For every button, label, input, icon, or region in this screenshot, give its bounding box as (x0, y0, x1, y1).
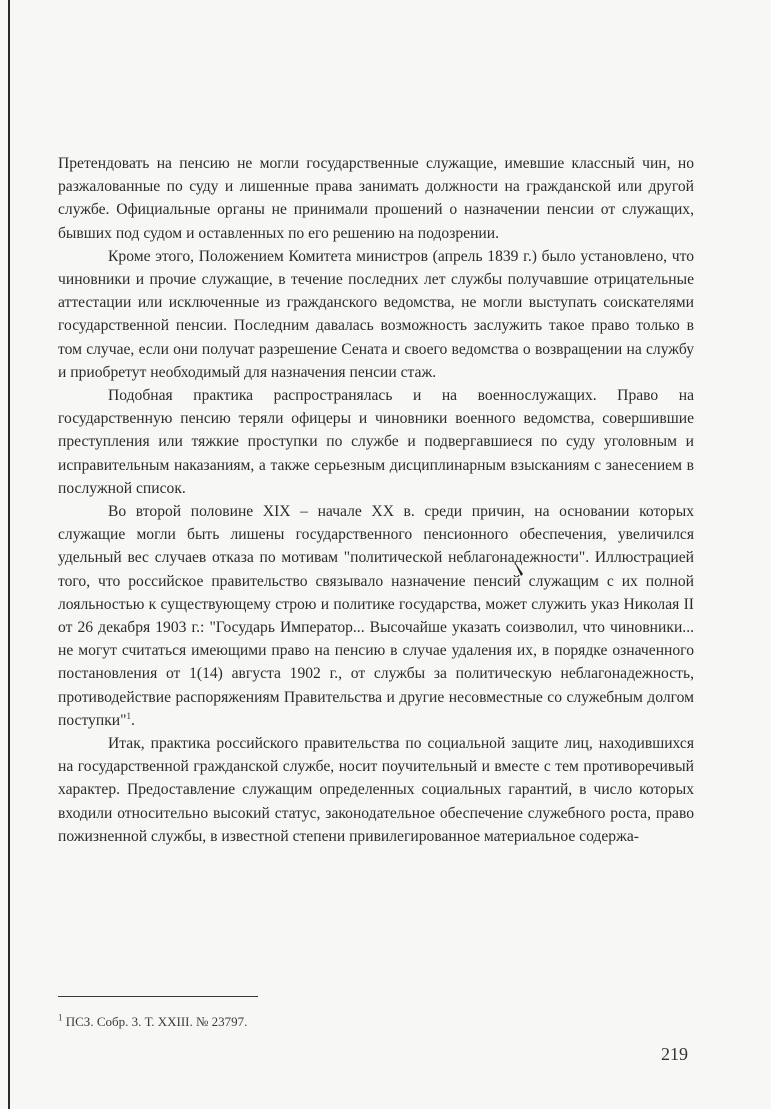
footnote-marker: 1 (58, 1012, 63, 1023)
body-text (58, 152, 694, 848)
paragraph-3: Подобная практика распространялась и на военнослужащих. Право на государственную пенсию теряли офицеры и чиновники военного ведомства, совершившие преступления или тяжкие проступки по службе и подвергавшиеся по суду уголовным и исправительным наказаниям, а также серьезным дисциплинарным взысканиям с занесением в послужной список. (58, 387, 694, 497)
paragraph-1: Претендовать на пенсию не могли государственные служащие, имевшие классный чин, но разжалованные по суду и лишенные права занимать должности на гражданской или другой службе. Официальные органы не принимали прошений о назначении пенсии от служащих, бывших под судом и оставленных по его решению на подозрении. (58, 155, 694, 242)
paragraph-5: Итак, практика российского правительства по социальной защите лиц, находившихся на государственной гражданской службе, носит поучительный и вместе с тем противоречивый характер. Предоставление служащим определенных социальных гарантий, в число которых входили относительно высокий статус, законодательное обеспечение служебного роста, право пожизненной службы, в известной степени привилегированное материальное содержа- (58, 735, 694, 845)
paragraph-4: Во второй половине XIX – начале XX в. среди причин, на основании которых служащие могли быть лишены государственного пенсионного обеспечения, увеличился удельный вес случаев отказа по мотивам "политической неблагонадежности". Иллюстрацией того, что российское правительство связывало назначение пенсий служащим с их полной лояльностью к существующему строю и политике государства, может служить указ Николая II от 26 декабря 1903 г.: "Государь Император... Высочайше указать соизволил, что чиновники... не могут считаться имеющими право на пенсию в случае удаления их, в порядке означенного постановления от 1(14) августа 1902 г., от службы за политическую неблагонадежность, противодействие распоряжениям Правительства и другие несовместные со служебным долгом поступки"$^1$. (58, 503, 694, 729)
footnote-reference: 1 (126, 710, 131, 721)
footnote-separator (58, 996, 258, 997)
page-number: 219 (661, 1044, 688, 1064)
footnote-text: ПСЗ. Собр. 3. Т. XXIII. № 23797. (65, 1014, 248, 1029)
footnote (58, 1014, 247, 1030)
pen-mark-icon (512, 560, 526, 578)
paragraph-4-text: Во второй половине XIX – начале XX в. среди причин, на основании которых служащие могли быть лишены государственного пенсионного обеспечения, увеличился удельный вес случаев отказа по мотивам "политической неблагонадежности". Иллюстрацией того, что российское правительство связывало назначение пенсий служащим с их полной лояльностью к существующему строю и политике государства, может служить указ Николая II от 26 декабря 1903 г.: "Государь Император... Высочайше указать соизволил, что чиновники... не могут считаться имеющими право на пенсию в случае удаления их, в порядке означенного постановления от 1(14) августа 1902 г., от службы за политическую неблагонадежность, противодействие распоряжениям Правительства и другие несовместные со служебным долгом поступки" (58, 503, 694, 729)
page-binding-edge (8, 0, 10, 1109)
paragraph-2: Кроме этого, Положением Комитета министров (апрель 1839 г.) было установлено, что чиновники и прочие служащие, в течение последних лет службы получавшие отрицательные аттестации или исключенные из гражданского ведомства, не могли выступать соискателями государственной пенсии. Последним давалась возможность заслужить такое право только в том случае, если они получат разрешение Сената и своего ведомства о возвращении на службу и приобретут необходимый для назначения пенсии стаж. (58, 247, 694, 381)
